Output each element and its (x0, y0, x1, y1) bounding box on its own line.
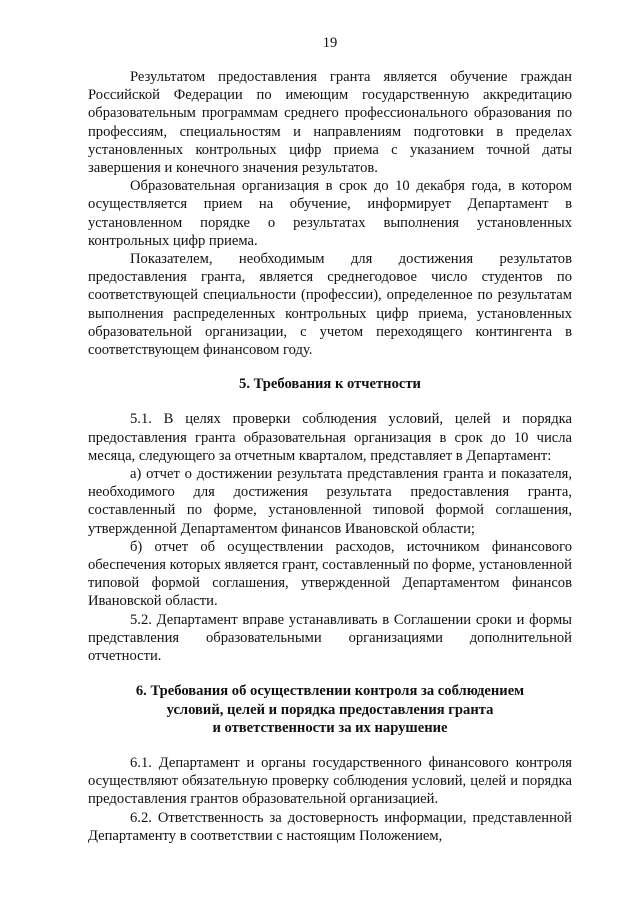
document-page (88, 34, 572, 845)
paragraph-grant-result: Результатом предоставления гранта является обучение граждан Российской Федерации по имеющим государственную аккредитацию образовательным программам среднего профессионального образования по профессиям, специальностям и направлениям подготовки в пределах установленных контрольных цифр приема с указанием точной даты завершения и конечного значения результатов. (88, 69, 572, 177)
page-number: 19 (322, 35, 338, 51)
section-6-title-line-1: 6. Требования об осуществлении контроля за соблюдением (135, 683, 525, 700)
paragraph-grant-indicator: Показателем, необходимым для достижения результатов предоставления гранта, является среднегодовое число студентов по соответствующей специальности (профессии), определенное по результатам выполнения распределенных контрольных цифр приема, установленных образовательной организации, с учетом переходящего контингента в соответствующем финансовом году. (88, 251, 572, 359)
paragraph-5-1: 5.1. В целях проверки соблюдения условий, целей и порядка предоставления гранта образовательная организация в срок до 10 числа месяца, следующего за отчетным кварталом, представляет в Департамент: (88, 411, 572, 464)
section-6-title-line-2: условий, целей и порядка предоставления гранта (166, 701, 494, 718)
paragraph-5-1-b: б) отчет об осуществлении расходов, источником финансового обеспечения которых является грант, составленный по форме, установленной типовой формой соглашения, утвержденной Департаментом финансов Ивановской области. (88, 538, 572, 610)
section-6-title-line-3: и ответственности за их нарушение (212, 719, 448, 736)
paragraph-6-2: 6.2. Ответственность за достоверность информации, представленной Департаменту в соответствии с настоящим Положением, (88, 809, 572, 844)
paragraph-5-2: 5.2. Департамент вправе устанавливать в Соглашении сроки и формы представления образовательными организациями дополнительной отчетности. (88, 611, 572, 665)
paragraph-6-1: 6.1. Департамент и органы государственного финансового контроля осуществляют обязательную проверку соблюдения условий, целей и порядка предоставления грантов образовательной организацией. (88, 754, 572, 808)
paragraph-admission-report: Образовательная организация в срок до 10 декабря года, в котором осуществляется прием на обучение, информирует Департамент в установленном порядке о результатах выполнения установленных контрольных цифр приема. (88, 178, 572, 249)
section-6-title (88, 682, 572, 737)
paragraph-5-1-a: а) отчет о достижении результата представления гранта и показателя, необходимого для достижения результата предоставления гранта, составленный по форме, установленной типовой формой соглашения, утвержденной Департаментом финансов Ивановской области; (88, 466, 572, 537)
section-5-title: 5. Требования к отчетности (239, 376, 421, 393)
